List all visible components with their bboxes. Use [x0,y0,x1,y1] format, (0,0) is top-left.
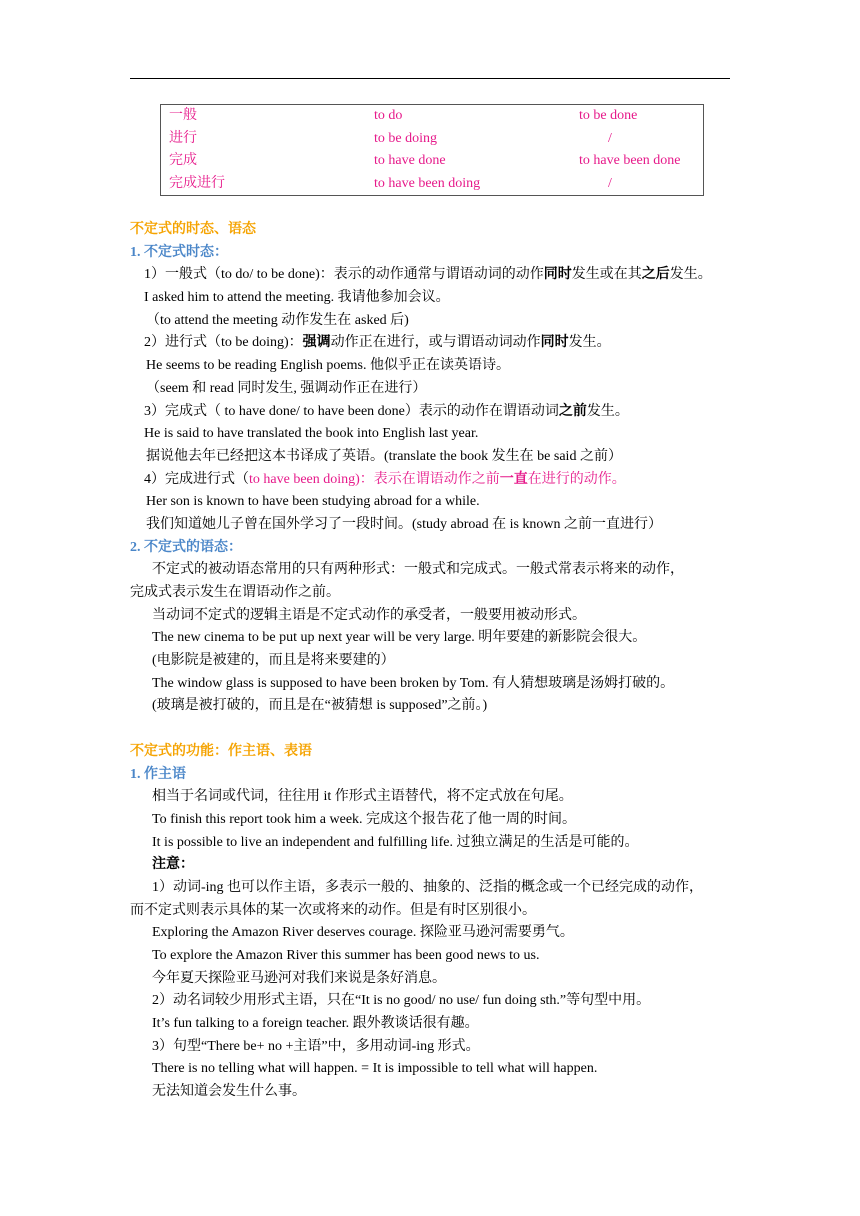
text-run: 3）完成式（ to have done/ to have been done）表示的动作在谓语动词 [144,403,559,419]
table-cell: / [608,130,612,146]
subsection-heading: 2. 不定式的语态： [130,539,242,555]
table-cell: to be doing [374,130,437,146]
spacer [130,718,735,741]
table-cell: 进行 [169,130,197,146]
translation: 据说他去年已经把这本书译成了英语。(translate the book 发生在 be said 之前） [146,448,622,464]
paragraph [130,401,735,424]
table-cell: 一般 [169,108,197,123]
example-sentence: He is said to have translated the book into English last year. [144,426,479,442]
section-heading: 不定式的功能：作主语、表语 [130,743,312,759]
text-run: 之后 [641,267,670,283]
text-run: 强调 [302,335,331,351]
example-sentence: I asked him to attend the meeting. 我请他参加会议。 [144,290,450,306]
paragraph: 而不定式则表示具体的某一次或将来的动作。但是有时区别很小。 [130,902,536,918]
explanation: （to attend the meeting 动作发生在 asked 后) [146,312,409,328]
paragraph [130,332,735,355]
paragraph: 1）动词-ing 也可以作主语，多表示一般的、抽象的、泛指的概念或一个已经完成的动作， [152,879,704,895]
text-run: 1）一般式（to do/ to be done)：表示的动作通常与谓语动词的动作 [144,267,544,283]
explanation: （seem 和 read 同时发生, 强调动作正在进行） [146,380,427,396]
table-row [161,150,704,173]
paragraph [130,469,735,492]
table-cell: to be done [579,108,638,123]
example-sentence: The new cinema to be put up next year will be very large. 明年要建的新影院会很大。 [152,630,647,646]
example-sentence: It’s fun talking to a foreign teacher. 跟外教谈话很有趣。 [152,1016,479,1032]
text-run: 发生。 [568,335,611,351]
paragraph: 不定式的被动语态常用的只有两种形式：一般式和完成式。一般式常表示将来的动作， [152,562,684,578]
table-cell: to have done [374,153,446,168]
paragraph: 相当于名词或代词，往往用 it 作形式主语替代，将不定式放在句尾。 [152,789,573,805]
text-run: 同时 [540,335,569,351]
table-cell: 完成 [169,153,197,168]
translation: 我们知道她儿子曾在国外学习了一段时间。(study abroad 在 is known 之前一直进行） [146,516,663,532]
paragraph: 完成式表示发生在谓语动作之前。 [130,585,340,600]
example-sentence: He seems to be reading English poems. 他似乎正在读英语诗。 [146,358,510,374]
text-run: 在进行的动作。 [527,471,626,487]
section-heading: 不定式的时态、语态 [130,222,256,237]
note-label: 注意： [152,857,194,873]
example-sentence: To finish this report took him a week. 完成这个报告花了他一周的时间。 [152,811,577,827]
text-run: 同时 [543,267,572,283]
text-run: to have been doing)：表示在谓语动作之前 [249,471,500,487]
infinitive-forms-table [160,104,704,196]
example-sentence: There is no telling what will happen. = It is impossible to tell what will happen. [152,1061,598,1077]
table-cell: to do [374,108,403,123]
table-cell: 完成进行 [169,175,225,191]
example-sentence: To explore the Amazon River this summer has been good news to us. [152,948,540,963]
paragraph: 2）动名词较少用形式主语，只在“It is no good/ no use/ fun doing sth.”等句型中用。 [152,993,651,1009]
table-row [161,173,704,196]
table-cell: to have been done [579,153,681,168]
example-sentence: The window glass is supposed to have been broken by Tom. 有人猜想玻璃是汤姆打破的。 [152,675,675,691]
subsection-heading: 1. 不定式时态： [130,244,228,260]
text-run: 发生。 [669,267,712,283]
text-run: 一直 [499,471,528,487]
table-cell: to have been doing [374,175,481,191]
translation: 无法知道会发生什么事。 [152,1084,306,1100]
paragraph: 当动词不定式的逻辑主语是不定式动作的承受者，一般要用被动形式。 [152,607,586,623]
explanation: (电影院是被建的，而且是将来要建的） [152,653,395,669]
example-sentence: Exploring the Amazon River deserves courage. 探险亚马逊河需要勇气。 [152,925,574,941]
text-run: 发生或在其 [571,267,642,283]
explanation: (玻璃是被打破的，而且是在“被猜想 is supposed”之前。) [152,698,488,714]
subsection-heading: 1. 作主语 [130,766,186,782]
text-run: 4）完成进行式（ [144,471,249,487]
example-sentence: It is possible to live an independent and fulfilling life. 过独立满足的生活是可能的。 [152,834,639,850]
translation: 今年夏天探险亚马逊河对我们来说是条好消息。 [152,970,446,986]
document-body [130,219,735,1104]
table-cell: / [608,175,612,191]
table-row [161,105,704,128]
paragraph: 3）句型“There be+ no +主语”中，多用动词-ing 形式。 [152,1038,480,1054]
text-run: 动作正在进行，或与谓语动词动作 [330,335,541,351]
paragraph [130,264,735,287]
text-run: 之前 [558,403,587,419]
header-rule [130,78,730,79]
text-run: 发生。 [586,403,629,419]
table-row [161,128,704,151]
text-run: 2）进行式（to be doing)： [144,335,303,351]
example-sentence: Her son is known to have been studying abroad for a while. [146,494,480,510]
